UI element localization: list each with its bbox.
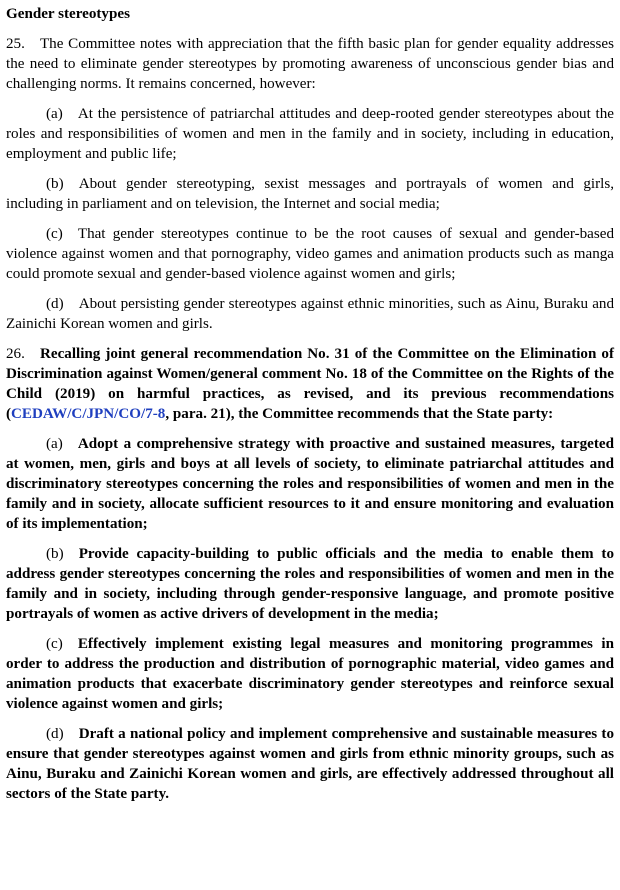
paragraph-26-d-text: Draft a national policy and implement comprehensive and sustainable measures to ensure that gender stereotypes against women and girls from ethnic minority groups, such as Ainu, Buraku and Zainichi Korean women and girls, are effectively addressed throughout all sectors of the State party. xyxy=(6,726,614,802)
paragraph-25: 25. The Committee notes with appreciation that the fifth basic plan for gender equality addresses the need to eliminate gender stereotypes by promoting awareness of unconscious gender bias and challenging norms. It remains concerned, however: xyxy=(6,36,614,92)
paragraph-26-d xyxy=(6,724,614,804)
section-heading: Gender stereotypes xyxy=(6,6,130,22)
paragraph-26-c xyxy=(6,634,614,714)
paragraph-26-number: 26. xyxy=(6,346,40,362)
paragraph-26-c-text: Effectively implement existing legal measures and monitoring programmes in order to address the production and distribution of pornographic material, video games and animation products that exacerbate discriminatory gender stereotypes and reinforce sexual violence against women and girls; xyxy=(6,636,614,712)
paragraph-25-a: (a) At the persistence of patriarchal attitudes and deep-rooted gender stereotypes about the roles and responsibilities of women and men in the family and in society, including in education, employment and public life; xyxy=(6,106,614,162)
paragraph-26-a-text: Adopt a comprehensive strategy with proactive and sustained measures, targeted at women, men, girls and boys at all levels of society, to eliminate patriarchal attitudes and discriminatory stereotypes concerning the roles and responsibilities of women and men in the family and in society, allocate sufficient resources to it and ensure monitoring and evaluation of its implementation; xyxy=(6,436,614,532)
paragraph-26-b-text: Provide capacity-building to public officials and the media to enable them to address gender stereotypes concerning the roles and responsibilities of women and men in the family and in society, including through gender-responsive language, and promote positive portrayals of women as active drivers of development in the media; xyxy=(6,546,614,622)
paragraph-26-b-label: (b) xyxy=(46,546,79,562)
paragraph-25-b: (b) About gender stereotyping, sexist messages and portrayals of women and girls, including in parliament and on television, the Internet and social media; xyxy=(6,176,614,212)
paragraph-26-a xyxy=(6,434,614,534)
paragraph-26 xyxy=(6,344,614,424)
paragraph-26-intro-part2: , para. 21), the Committee recommends that the State party: xyxy=(165,406,554,422)
document-symbol-link[interactable]: CEDAW/C/JPN/CO/7-8 xyxy=(11,406,166,422)
paragraph-26-a-label: (a) xyxy=(46,436,78,452)
paragraph-26-b xyxy=(6,544,614,624)
paragraph-25-c: (c) That gender stereotypes continue to be the root causes of sexual and gender-based violence against women and that pornography, video games and animation products such as manga could promote sexual and gender-based violence against women and girls; xyxy=(6,226,614,282)
paragraph-26-d-label: (d) xyxy=(46,726,79,742)
paragraph-25-d: (d) About persisting gender stereotypes against ethnic minorities, such as Ainu, Buraku and Zainichi Korean women and girls. xyxy=(6,296,614,332)
paragraph-26-intro-part1: Recalling joint general recommendation No. 31 of the Committee on the Elimination of Discrimination against Women/general comment No. 18 of the Committee on the Rights of the Child (2019) on harmful practices, as revised, and its previous recommendations ( xyxy=(6,346,614,422)
paragraph-26-c-label: (c) xyxy=(46,636,78,652)
